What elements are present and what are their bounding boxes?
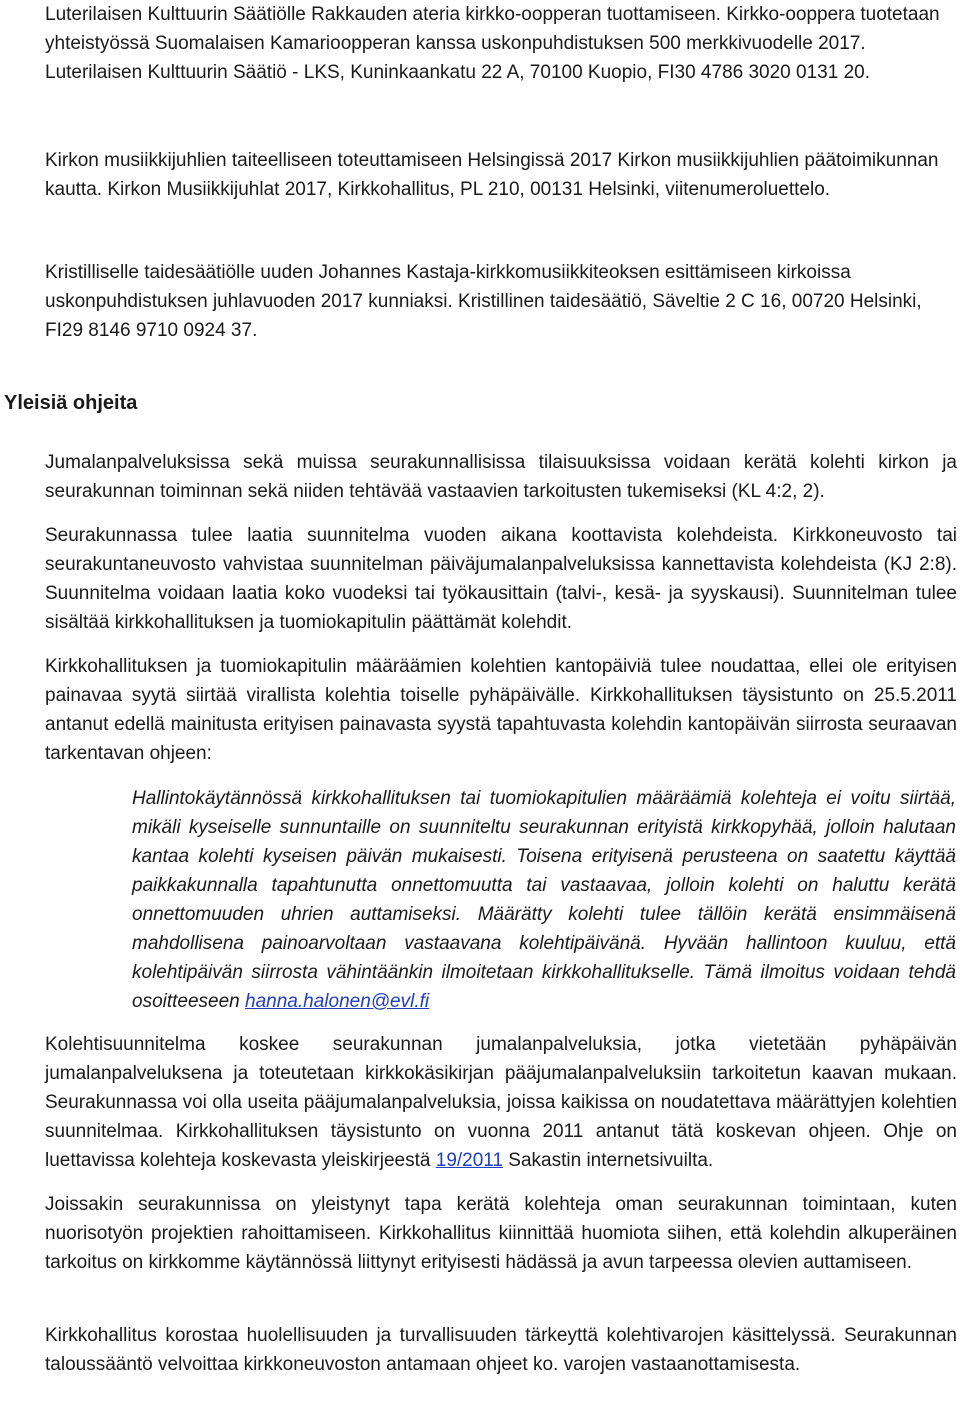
paragraph-safety: Kirkkohallitus korostaa huolellisuuden ja turvallisuuden tärkeyttä kolehtivarojen käsittelyssä. Seurakunnan taloussääntö velvoittaa kirkkoneuvoston antamaan ohjeet ko. varojen vastaanottamisesta.	[45, 1325, 957, 1375]
intro-paragraph-art-foundation: Kristilliselle taidesäätiölle uuden Johannes Kastaja-kirkkomusiikkiteoksen esittämiseen kirkoissa uskonpuhdistuksen juhlavuoden 2017 kunniaksi. Kristillinen taidesäätiö, Säveltie 2 C 16, 00720 Helsinki, FI29 8146 9710 0924 37.	[45, 262, 922, 341]
quote-text: Hallintokäytännössä kirkkohallituksen tai tuomiokapitulien määräämiä kolehteja ei voitu siirtää, mikäli kyseiselle sunnuntaille on suunniteltu seurakunnan erityistä kirkkopyhää, jolloin halutaan kantaa kolehti kyseisen päivän mukaisesti. Toisena erityisenä perusteena on saatettu käyttää paikkakunnalla tapahtunutta onnettomuutta tai vastaavaa, jolloin kolehti on haluttu kerätä onnettomuuden uhrien auttamiseksi. Määrätty kolehti tulee tällöin kerätä ensimmäisenä mahdollisena painoarvoltaan vastaavana kolehtipäivänä. Hyvään hallintoon kuuluu, että kolehtipäivän siirrosta vähintäänkin ilmoitetaan kirkkohallitukselle. Tämä ilmoitus voidaan tehdä osoitteeseen	[132, 788, 956, 1012]
paragraph-collection-plan-after: Sakastin internetsivuilta.	[503, 1150, 714, 1171]
paragraph-collection-plan	[45, 1030, 957, 1175]
intro-paragraph-lks: Luterilaisen Kulttuurin Säätiölle Rakkauden ateria kirkko-oopperan tuottamiseen. Kirkko-ooppera tuotetaan yhteistyössä Suomalaisen Kamarioopperan kanssa uskonpuhdistuksen 500 merkkivuodelle 2017. Luterilaisen Kulttuurin Säätiö - LKS, Kuninkaankatu 22 A, 70100 Kuopio, FI30 4786 3020 0131 20.	[45, 4, 940, 83]
paragraph-plan: Seurakunnassa tulee laatia suunnitelma vuoden aikana koottavista kolehdeista. Kirkkoneuvosto tai seurakuntaneuvosto vahvistaa suunnitelman päiväjumalanpalveluksissa kannettavista kolehdeista (KJ 2:8). Suunnitelma voidaan laatia koko vuodeksi tai työkausittain (talvi-, kesä- ja syyskausi). Suunnitelman tulee sisältää kirkkohallituksen ja tuomiokapitulin päättämät kolehdit.	[45, 525, 957, 633]
circular-link[interactable]: 19/2011	[435, 1150, 504, 1171]
section-heading: Yleisiä ohjeita	[4, 392, 138, 414]
paragraph-collection-days: Kirkkohallituksen ja tuomiokapitulin määräämien kolehtien kantopäiviä tulee noudattaa, ellei ole erityisen painavaa syytä siirtää virallista kolehtia toiselle pyhäpäivälle. Kirkkohallituksen täysistunto on 25.5.2011 antanut edellä mainitusta erityisen painavasta syystä tapahtuvasta kolehdin kantopäivän siirrosta seuraavan tarkentavan ohjeen:	[45, 656, 957, 764]
paragraph-collection-plan-text: Kolehtisuunnitelma koskee seurakunnan jumalanpalveluksia, jotka vietetään pyhäpäivän jumalanpalveluksena ja toteutetaan kirkkokäsikirjan pääjumalanpalveluksiin tarkoitetun kaavan mukaan. Seurakunnassa voi olla useita pääjumalanpalveluksia, joissa kaikissa on noudatettava määrättyjen kolehtien suunnitelmaa. Kirkkohallituksen täysistunto on vuonna 2011 antanut tätä koskevan ohjeen. Ohje on luettavissa kolehteja koskevasta yleiskirjeestä	[45, 1034, 957, 1171]
paragraph-general: Jumalanpalveluksissa sekä muissa seurakunnallisissa tilaisuuksissa voidaan kerätä kolehti kirkon ja seurakunnan toiminnan sekä niiden tehtävää vastaavien tarkoitusten tukemiseksi (KL 4:2, 2).	[45, 452, 957, 502]
intro-paragraph-music-festival: Kirkon musiikkijuhlien taiteelliseen toteuttamiseen Helsingissä 2017 Kirkon musiikkijuhlien päätoimikunnan kautta. Kirkon Musiikkijuhlat 2017, Kirkkohallitus, PL 210, 00131 Helsinki, viitenumeroluettelo.	[45, 150, 939, 200]
email-link[interactable]: hanna.halonen@evl.fi	[245, 991, 430, 1012]
paragraph-local-collections: Joissakin seurakunnissa on yleistynyt tapa kerätä kolehteja oman seurakunnan toimintaan, kuten nuorisotyön projektien rahoittamiseen. Kirkkohallitus kiinnittää huomiota siihen, että kolehdin alkuperäinen tarkoitus on kirkkomme käytännössä liittynyt erityisesti hädässä ja avun tarpeessa olevien auttamiseen.	[45, 1194, 957, 1273]
quoted-instruction	[132, 784, 956, 1016]
